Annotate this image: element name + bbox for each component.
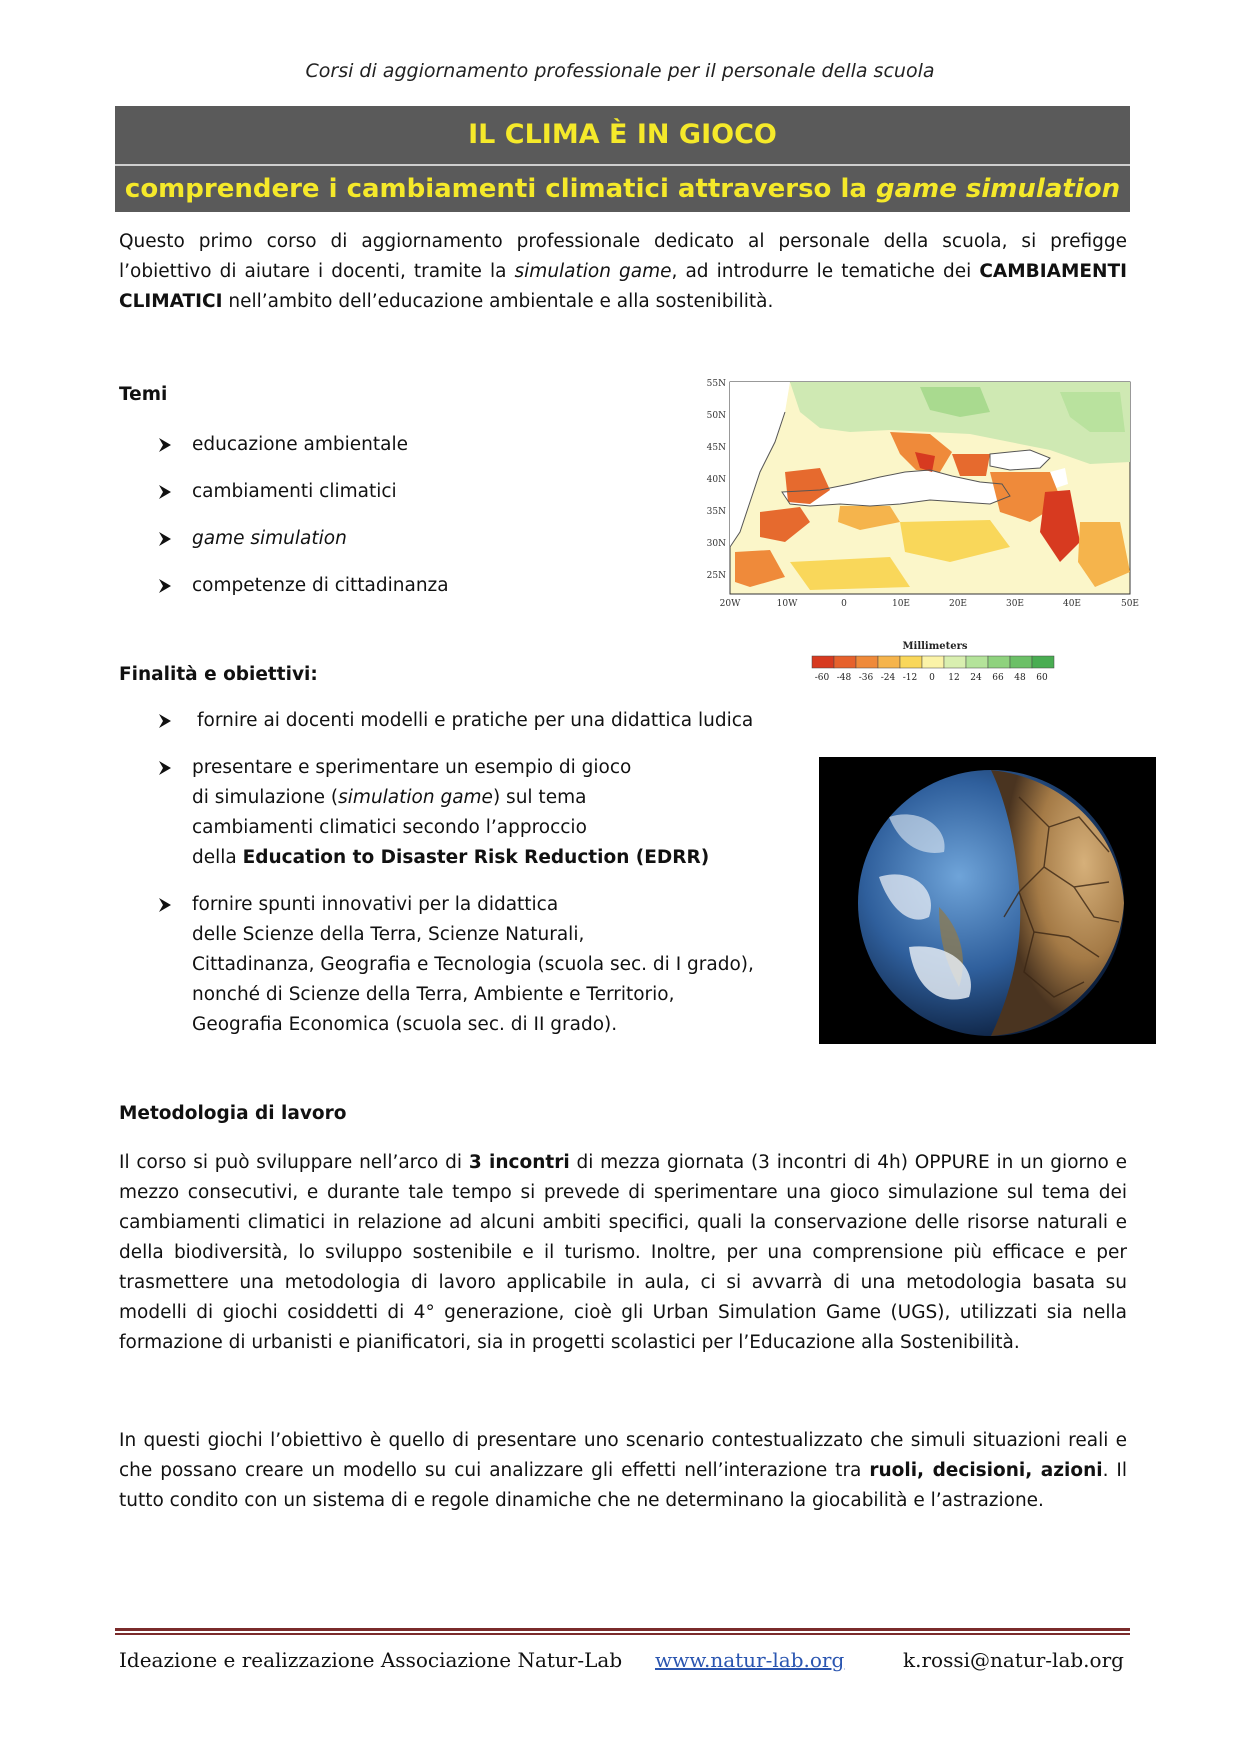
intro-text-1: Questo primo corso di aggiornamento professionale dedicato al personale della scuola, si prefigge l’obiettivo di aiutare i docenti, tramite la bbox=[119, 231, 1127, 282]
legend-swatch bbox=[988, 656, 1010, 668]
legend-swatch bbox=[922, 656, 944, 668]
finalita-text: della bbox=[192, 847, 243, 868]
finalita-line: nonché di Scienze della Terra, Ambiente e Territorio, bbox=[192, 984, 675, 1005]
legend-swatch bbox=[900, 656, 922, 668]
finalita-line: delle Scienze della Terra, Scienze Naturali, bbox=[192, 924, 585, 945]
legend-swatch bbox=[944, 656, 966, 668]
subtitle-italic-text: game simulation bbox=[875, 174, 1121, 204]
legend-swatch bbox=[878, 656, 900, 668]
legend-swatch bbox=[966, 656, 988, 668]
temi-item bbox=[157, 477, 677, 507]
metodologia-paragraph-2 bbox=[119, 1426, 1127, 1516]
legend-graphic bbox=[800, 640, 1070, 690]
lat-label: 30N bbox=[706, 539, 726, 549]
legend-value: 60 bbox=[1036, 673, 1048, 683]
legend-swatch bbox=[1032, 656, 1054, 668]
temi-item bbox=[157, 571, 677, 601]
subtitle-banner bbox=[115, 166, 1130, 212]
arrow-bullet-icon bbox=[157, 524, 179, 554]
legend-swatch bbox=[812, 656, 834, 668]
finalita-line bbox=[192, 783, 709, 813]
finalita-item-body bbox=[192, 890, 754, 1040]
footer-divider bbox=[115, 1628, 1130, 1631]
temi-item-label: game simulation bbox=[192, 528, 347, 549]
finalita-item bbox=[157, 753, 797, 873]
lat-label: 55N bbox=[706, 379, 726, 389]
lat-label: 50N bbox=[706, 411, 726, 421]
finalita-line: Geografia Economica (scuola sec. di II grado). bbox=[192, 1014, 618, 1035]
legend-title: Millimeters bbox=[902, 641, 968, 652]
map-graphic bbox=[690, 372, 1145, 622]
metodologia-text: Il corso si può sviluppare nell’arco di bbox=[119, 1152, 469, 1173]
arrow-bullet-icon bbox=[157, 890, 179, 920]
metodologia-bold: 3 incontri bbox=[468, 1152, 570, 1173]
legend-value: 12 bbox=[948, 673, 960, 683]
finalita-item-body bbox=[192, 753, 709, 873]
lon-label: 20E bbox=[948, 599, 968, 609]
metodologia-bold: ruoli, decisioni, azioni bbox=[869, 1460, 1103, 1481]
metodologia-text: di mezza giornata (3 incontri di 4h) OPPURE in un giorno e mezzo consecutivi, e durante tale tempo si prevede di sperimentare una gioco simulazione sul tema dei cambiamenti climatici in relazione ad alcuni ambiti specifici, quali la conservazione delle risorse naturali e della biodiversità, lo sviluppo sostenibile e il turismo. Inoltre, per una comprensione più efficace e per trasmettere una metodologia di lavoro applicabile in aula, ci si avvarrà di una metodologia basata su modelli di giochi cosiddetti di 4° generazione, cioè gli Urban Simulation Game (UGS), utilizzati sia nella formazione di urbanisti e pianificatori, sia in progetti scolastici per l’Educazione alla Sostenibilità. bbox=[119, 1152, 1127, 1353]
intro-text-3: nell’ambito dell’educazione ambientale e alla sostenibilità. bbox=[222, 291, 774, 312]
legend-swatch bbox=[856, 656, 878, 668]
precipitation-map bbox=[690, 372, 1145, 622]
lon-label: 50E bbox=[1120, 599, 1140, 609]
metodologia-paragraph-1 bbox=[119, 1148, 1127, 1358]
arrow-bullet-icon bbox=[157, 571, 179, 601]
temi-item-label: educazione ambientale bbox=[192, 434, 408, 455]
legend-value: 66 bbox=[992, 673, 1004, 683]
lat-label: 40N bbox=[706, 475, 726, 485]
map-legend bbox=[800, 640, 1070, 690]
finalita-line: fornire spunti innovativi per la didattica bbox=[192, 894, 559, 915]
finalita-line bbox=[192, 843, 709, 873]
finalita-italic: simulation game bbox=[338, 787, 493, 808]
finalita-text: di simulazione ( bbox=[192, 787, 339, 808]
finalita-item bbox=[157, 706, 797, 736]
arrow-bullet-icon bbox=[157, 430, 179, 460]
legend-swatch bbox=[834, 656, 856, 668]
temi-heading: Temi bbox=[119, 384, 168, 405]
subtitle-text: comprendere i cambiamenti climatici attraverso la bbox=[124, 174, 876, 204]
finalita-line: Cittadinanza, Geografia e Tecnologia (scuola sec. di I grado), bbox=[192, 954, 754, 975]
page-title: IL CLIMA È IN GIOCO bbox=[468, 119, 777, 150]
legend-value: -60 bbox=[814, 673, 830, 683]
cracked-earth-graphic bbox=[819, 757, 1156, 1044]
legend-value: -12 bbox=[902, 673, 918, 683]
finalita-line: presentare e sperimentare un esempio di gioco bbox=[192, 757, 632, 778]
legend-value: -48 bbox=[836, 673, 852, 683]
metodologia-text: In questi giochi l’obiettivo è quello di presentare uno scenario contestualizzato che simuli situazioni reali e che possano creare un modello su cui analizzare gli effetti nell’interazione tra bbox=[119, 1430, 1127, 1481]
arrow-bullet-icon bbox=[157, 706, 179, 736]
lat-label: 25N bbox=[706, 571, 726, 581]
intro-paragraph bbox=[119, 227, 1127, 317]
footer-credit: Ideazione e realizzazione Associazione Natur-Lab bbox=[119, 1648, 623, 1672]
legend-value: 48 bbox=[1014, 673, 1026, 683]
lon-label: 30E bbox=[1005, 599, 1025, 609]
temi-item-label: competenze di cittadinanza bbox=[192, 575, 449, 596]
footer-website-link[interactable]: www.natur-lab.org bbox=[655, 1648, 845, 1672]
lat-label: 35N bbox=[706, 507, 726, 517]
arrow-bullet-icon bbox=[157, 753, 179, 783]
finalita-heading: Finalità e obiettivi: bbox=[119, 664, 318, 685]
finalita-text: ) sul tema bbox=[492, 787, 587, 808]
legend-swatch bbox=[1010, 656, 1032, 668]
footer-email[interactable]: k.rossi@natur-lab.org bbox=[903, 1648, 1124, 1672]
lat-label: 45N bbox=[706, 443, 726, 453]
legend-value: -36 bbox=[858, 673, 874, 683]
legend-value: -24 bbox=[880, 673, 896, 683]
legend-value: 0 bbox=[929, 673, 935, 683]
title-banner bbox=[115, 106, 1130, 164]
metodologia-heading: Metodologia di lavoro bbox=[119, 1103, 347, 1124]
finalita-bold: Education to Disaster Risk Reduction (EDRR) bbox=[242, 847, 710, 868]
finalita-item-label: fornire ai docenti modelli e pratiche per una didattica ludica bbox=[197, 710, 754, 731]
intro-bold: CAMBIAMENTI CLIMATICI bbox=[119, 261, 1127, 312]
running-header: Corsi di aggiornamento professionale per il personale della scuola bbox=[305, 60, 935, 82]
legend-value: 24 bbox=[970, 673, 982, 683]
finalita-line: cambiamenti climatici secondo l’approccio bbox=[192, 817, 587, 838]
lon-label: 20W bbox=[719, 599, 741, 609]
lon-label: 0 bbox=[841, 599, 847, 609]
intro-italic: simulation game bbox=[514, 261, 672, 282]
page-subtitle bbox=[115, 166, 1130, 212]
lon-label: 40E bbox=[1062, 599, 1082, 609]
earth-image bbox=[819, 757, 1156, 1044]
temi-item-label: cambiamenti climatici bbox=[192, 481, 397, 502]
temi-item bbox=[157, 430, 677, 460]
footer-divider bbox=[115, 1633, 1130, 1635]
metodologia-text: . Il tutto condito con un sistema di e regole dinamiche che ne determinano la giocabilità e l’astrazione. bbox=[119, 1460, 1128, 1511]
finalita-item bbox=[157, 890, 797, 1040]
arrow-bullet-icon bbox=[157, 477, 179, 507]
lon-label: 10W bbox=[776, 599, 798, 609]
lon-label: 10E bbox=[891, 599, 911, 609]
intro-text-2: , ad introdurre le tematiche dei bbox=[671, 261, 980, 282]
temi-item bbox=[157, 524, 677, 554]
